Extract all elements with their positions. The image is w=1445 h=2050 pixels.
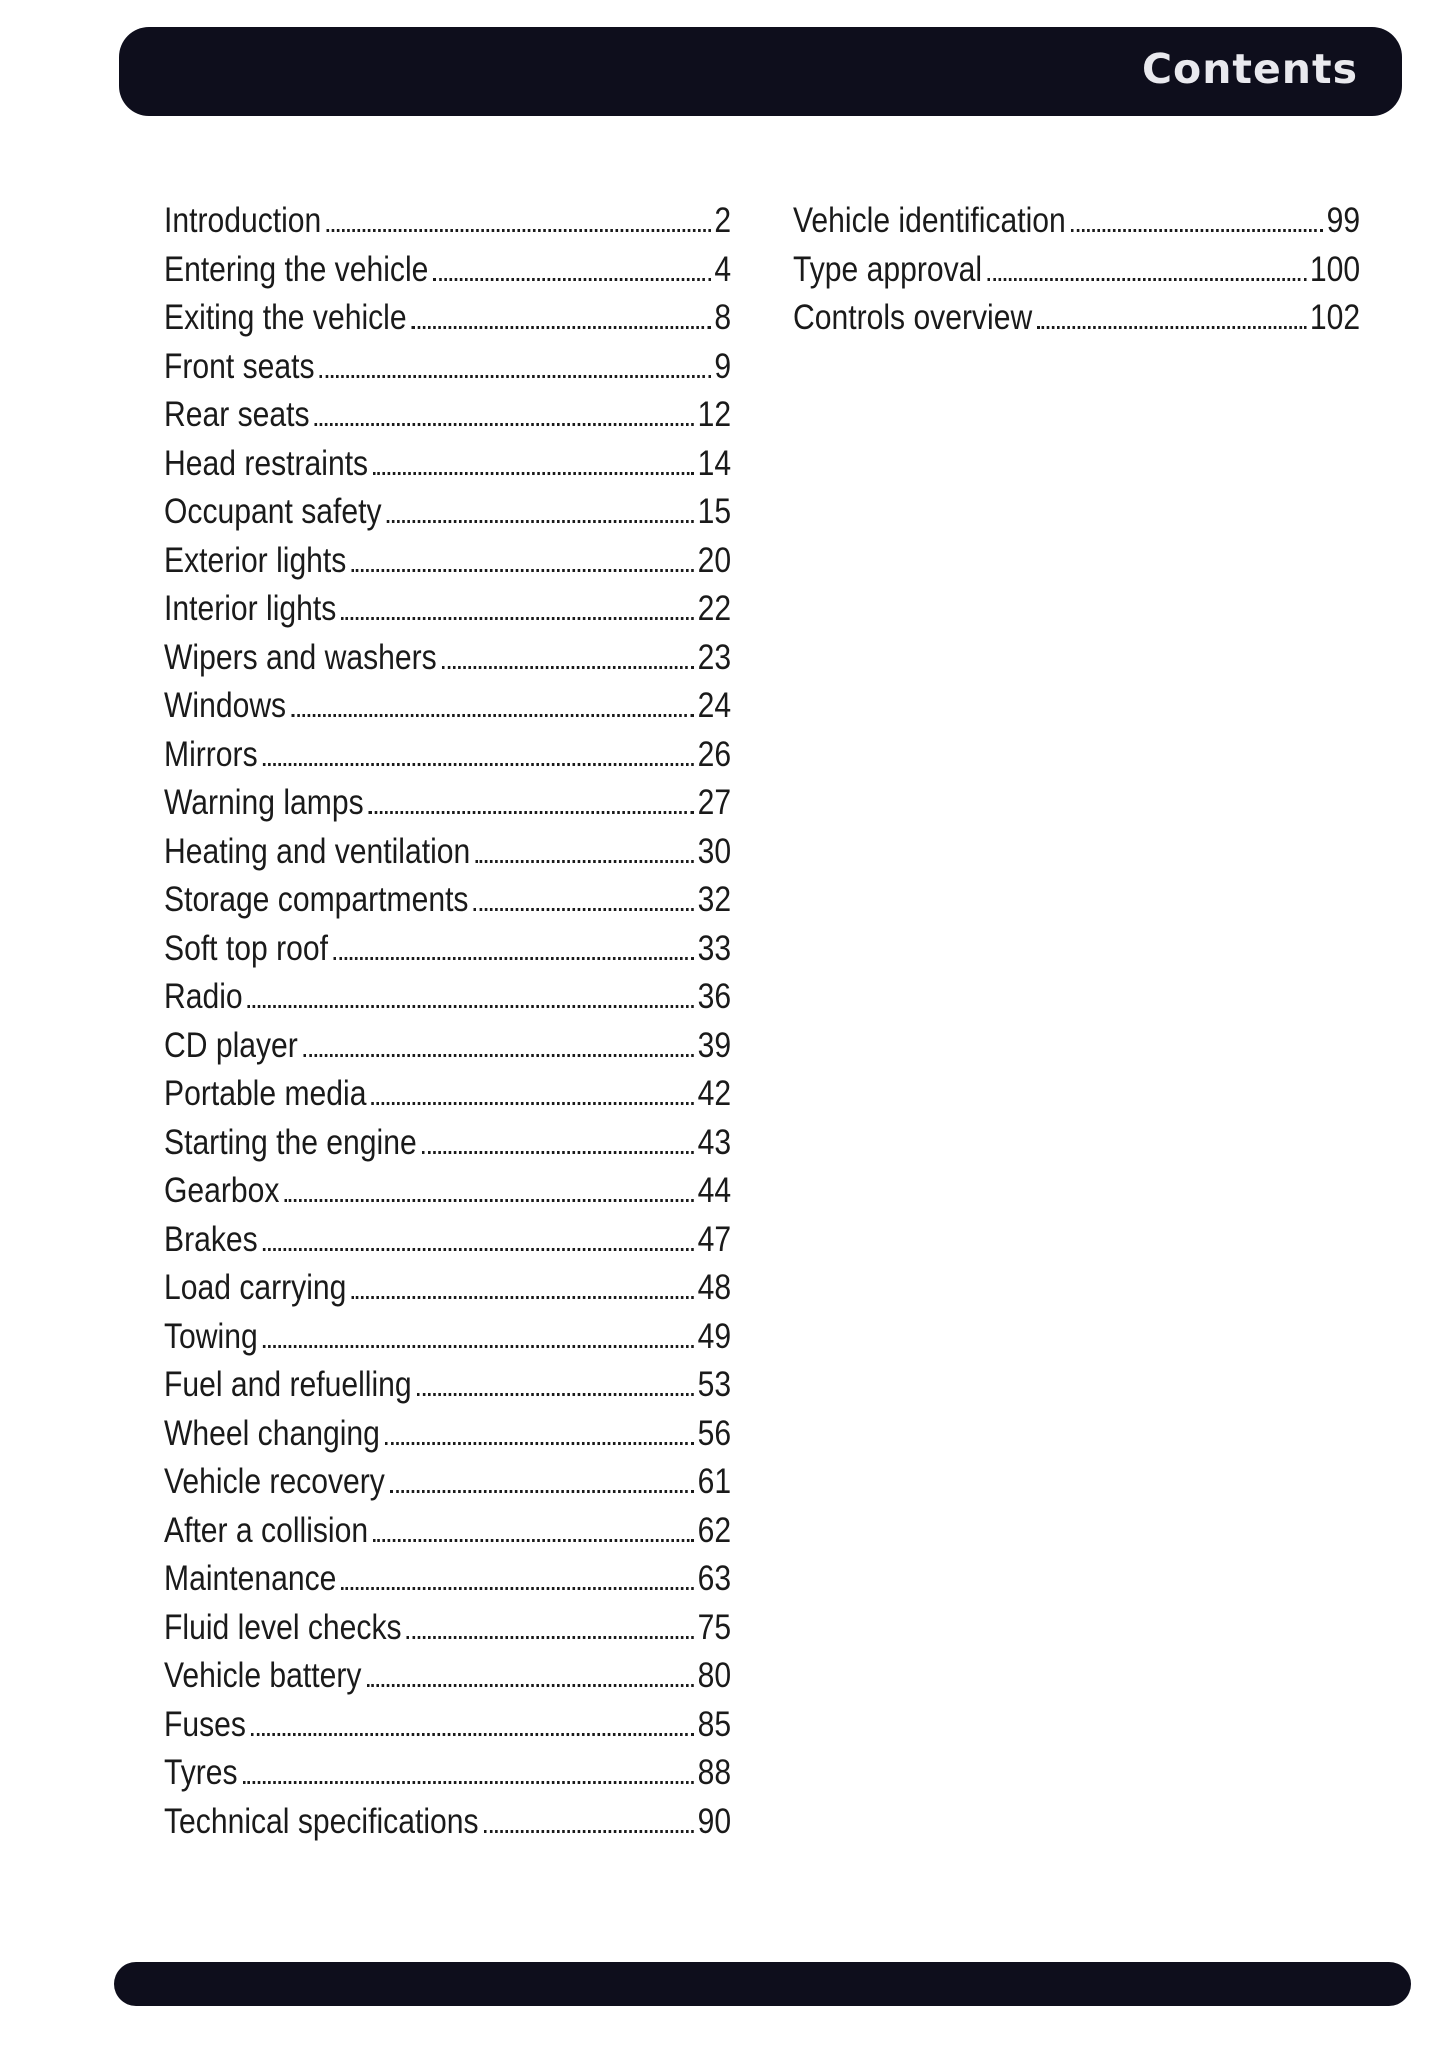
toc-entry-page: 4 xyxy=(714,249,732,289)
dot-leader xyxy=(367,1684,695,1687)
toc-entry-title: Gearbox xyxy=(164,1171,280,1210)
toc-entry-page: 61 xyxy=(697,1462,732,1501)
dot-leader xyxy=(373,472,694,475)
dot-leader xyxy=(291,714,694,717)
toc-entry-title: Entering the vehicle xyxy=(164,249,429,289)
dot-leader xyxy=(341,617,694,620)
dot-leader xyxy=(474,908,695,911)
toc-entry-page: 56 xyxy=(697,1413,732,1453)
toc-entry-page: 14 xyxy=(697,443,732,483)
toc-entry-page: 30 xyxy=(697,831,732,871)
toc-entry-title: Warning lamps xyxy=(164,783,364,822)
toc-entry-title: Fuses xyxy=(164,1704,246,1744)
toc-entry[interactable] xyxy=(164,391,731,440)
dot-leader xyxy=(385,1442,694,1445)
toc-entry-title: Radio xyxy=(164,977,243,1016)
toc-entry-page: 20 xyxy=(697,540,732,580)
toc-entry-page: 23 xyxy=(697,637,732,677)
dot-leader xyxy=(442,666,694,669)
toc-entry[interactable] xyxy=(164,343,731,392)
dot-leader xyxy=(352,569,695,572)
toc-entry[interactable] xyxy=(164,1313,731,1362)
toc-entry[interactable] xyxy=(164,925,731,974)
dot-leader xyxy=(412,326,711,329)
toc-entry-title: CD player xyxy=(164,1025,298,1065)
dot-leader xyxy=(434,278,711,281)
toc-entry-title: Tyres xyxy=(164,1753,238,1792)
dot-leader xyxy=(373,1539,694,1542)
toc-entry[interactable] xyxy=(164,1798,731,1847)
toc-entry[interactable] xyxy=(164,1458,731,1507)
toc-entry-title: Exiting the vehicle xyxy=(164,298,407,337)
toc-entry-page: 15 xyxy=(697,492,732,531)
toc-entry[interactable] xyxy=(164,197,731,246)
toc-entry[interactable] xyxy=(164,1070,731,1119)
toc-column-left xyxy=(164,197,731,1846)
dot-leader xyxy=(320,375,711,378)
toc-entry[interactable] xyxy=(164,1555,731,1604)
toc-entry-page: 24 xyxy=(697,686,732,725)
toc-entry-page: 85 xyxy=(697,1704,732,1744)
dot-leader xyxy=(263,763,694,766)
dot-leader xyxy=(390,1490,694,1493)
toc-entry-title: Head restraints xyxy=(164,443,369,483)
toc-entry[interactable] xyxy=(164,488,731,537)
header-bar xyxy=(119,27,1402,116)
toc-entry-title: Storage compartments xyxy=(164,880,469,919)
toc-entry-page: 32 xyxy=(697,880,732,919)
dot-leader xyxy=(251,1733,694,1736)
toc-entry-page: 53 xyxy=(697,1365,732,1404)
toc-entry-page: 9 xyxy=(714,346,732,386)
toc-entry-title: Vehicle recovery xyxy=(164,1462,385,1501)
toc-entry-page: 27 xyxy=(697,783,732,822)
toc-entry[interactable] xyxy=(164,1119,731,1168)
dot-leader xyxy=(407,1636,694,1639)
toc-entry-title: Portable media xyxy=(164,1074,367,1113)
dot-leader xyxy=(315,423,694,426)
toc-entry-page: 62 xyxy=(697,1510,732,1550)
toc-entry-page: 2 xyxy=(714,201,732,240)
toc-entry-title: Wipers and washers xyxy=(164,637,437,677)
dot-leader xyxy=(417,1393,694,1396)
toc-entry-page: 43 xyxy=(697,1122,732,1162)
toc-entry-title: Towing xyxy=(164,1316,258,1356)
toc-entry-title: Maintenance xyxy=(164,1559,337,1598)
dot-leader xyxy=(263,1248,694,1251)
toc-entry[interactable] xyxy=(164,1604,731,1653)
toc-entry-title: Rear seats xyxy=(164,395,310,434)
toc-entry-page: 8 xyxy=(714,298,732,337)
toc-entry[interactable] xyxy=(793,197,1360,246)
toc-entry[interactable] xyxy=(164,731,731,780)
dot-leader xyxy=(1071,229,1323,232)
toc-entry-title: Interior lights xyxy=(164,589,337,628)
dot-leader xyxy=(333,957,694,960)
toc-entry[interactable] xyxy=(164,1216,731,1265)
dot-leader xyxy=(372,1102,695,1105)
toc-entry-title: Front seats xyxy=(164,346,315,386)
toc-entry[interactable] xyxy=(164,294,731,343)
dot-leader xyxy=(352,1296,695,1299)
dot-leader xyxy=(326,229,710,232)
toc-entry[interactable] xyxy=(164,634,731,683)
toc-entry-title: Occupant safety xyxy=(164,492,382,531)
toc-entry-title: Type approval xyxy=(793,249,983,289)
toc-entry-title: Introduction xyxy=(164,201,322,240)
toc-entry[interactable] xyxy=(793,294,1360,343)
toc-entry[interactable] xyxy=(164,537,731,586)
dot-leader xyxy=(263,1345,694,1348)
toc-entry-page: 39 xyxy=(697,1025,732,1065)
toc-entry-title: Heating and ventilation xyxy=(164,831,471,871)
toc-entry-title: Wheel changing xyxy=(164,1413,380,1453)
toc-entry-page: 47 xyxy=(697,1219,732,1259)
dot-leader xyxy=(369,811,694,814)
toc-entry-page: 44 xyxy=(697,1171,732,1210)
toc-entry-title: Windows xyxy=(164,686,287,725)
toc-entry-page: 49 xyxy=(697,1316,732,1356)
toc-entry-title: Starting the engine xyxy=(164,1122,417,1162)
dot-leader xyxy=(387,520,694,523)
toc-entry[interactable] xyxy=(164,440,731,489)
toc-entry-title: Controls overview xyxy=(793,298,1033,337)
toc-entry[interactable] xyxy=(164,1264,731,1313)
toc-entry[interactable] xyxy=(164,973,731,1022)
toc-entry[interactable] xyxy=(164,1361,731,1410)
toc-entry-title: Vehicle identification xyxy=(793,201,1066,240)
toc-entry[interactable] xyxy=(164,1167,731,1216)
dot-leader xyxy=(285,1199,695,1202)
toc-entry-page: 63 xyxy=(697,1559,732,1598)
toc-entry-page: 90 xyxy=(697,1801,732,1841)
toc-entry[interactable] xyxy=(164,1749,731,1798)
dot-leader xyxy=(422,1151,694,1154)
dot-leader xyxy=(248,1005,694,1008)
toc-entry[interactable] xyxy=(164,682,731,731)
toc-entry-title: Soft top roof xyxy=(164,928,328,968)
toc-entry[interactable] xyxy=(793,246,1360,295)
toc-entry[interactable] xyxy=(164,1022,731,1071)
toc-entry-page: 99 xyxy=(1326,201,1361,240)
toc-entry-page: 26 xyxy=(697,734,732,774)
toc-entry[interactable] xyxy=(164,246,731,295)
toc-entry[interactable] xyxy=(164,585,731,634)
toc-entry-title: Brakes xyxy=(164,1219,258,1259)
toc-column-right xyxy=(793,197,1360,343)
dot-leader xyxy=(1037,326,1306,329)
toc-entry-title: Fuel and refuelling xyxy=(164,1365,412,1404)
dot-leader xyxy=(484,1830,694,1833)
toc-entry-title: Vehicle battery xyxy=(164,1656,362,1695)
page-title: Contents xyxy=(1141,45,1358,93)
toc-entry[interactable] xyxy=(164,1701,731,1750)
dot-leader xyxy=(243,1781,694,1784)
toc-entry-page: 22 xyxy=(697,589,732,628)
toc-entry-page: 12 xyxy=(697,395,732,434)
footer-bar xyxy=(114,1962,1411,2006)
toc-entry-page: 33 xyxy=(697,928,732,968)
toc-entry[interactable] xyxy=(164,1410,731,1459)
toc-entry-title: Load carrying xyxy=(164,1268,347,1307)
toc-entry-page: 100 xyxy=(1309,249,1361,289)
toc-entry-page: 42 xyxy=(697,1074,732,1113)
toc-entry-title: Fluid level checks xyxy=(164,1607,402,1647)
toc-entry[interactable] xyxy=(164,1507,731,1556)
toc-entry-page: 36 xyxy=(697,977,732,1016)
dot-leader xyxy=(342,1587,695,1590)
toc-entry[interactable] xyxy=(164,876,731,925)
toc-entry-page: 80 xyxy=(697,1656,732,1695)
dot-leader xyxy=(475,860,694,863)
toc-entry-page: 88 xyxy=(697,1753,732,1792)
toc-entry[interactable] xyxy=(164,828,731,877)
toc-entry-title: Exterior lights xyxy=(164,540,347,580)
toc-entry-title: Technical specifications xyxy=(164,1801,479,1841)
toc-entry-page: 102 xyxy=(1309,298,1361,337)
dot-leader xyxy=(303,1054,694,1057)
toc-entry[interactable] xyxy=(164,1652,731,1701)
dot-leader xyxy=(987,278,1306,281)
toc-entry-title: Mirrors xyxy=(164,734,258,774)
toc-entry-title: After a collision xyxy=(164,1510,369,1550)
toc-entry[interactable] xyxy=(164,779,731,828)
toc-entry-page: 48 xyxy=(697,1268,732,1307)
toc-entry-page: 75 xyxy=(697,1607,732,1647)
